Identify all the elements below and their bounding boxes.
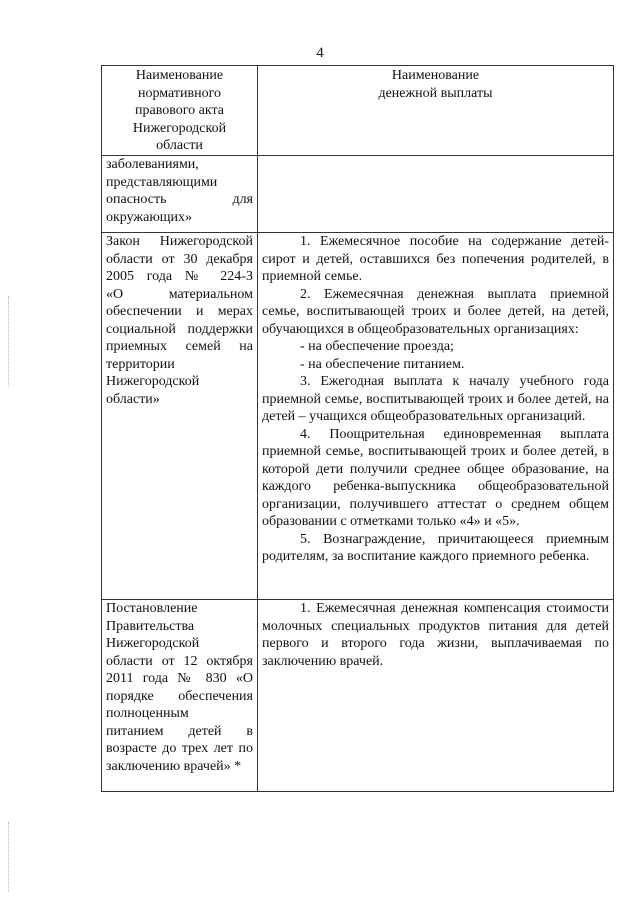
- legal-act-line: представляющими: [106, 174, 218, 190]
- header-right-line: Наименование: [391, 68, 480, 83]
- legal-act-cell: [102, 233, 258, 600]
- legal-act-line: области от 30 декабря: [106, 251, 253, 267]
- legal-act-line: Нижегородской: [106, 374, 200, 389]
- header-right-line: денежной выплаты: [378, 85, 493, 101]
- table-row: [102, 233, 614, 600]
- legal-act-cell: [102, 156, 258, 233]
- legal-act-line: области от 12 октября: [106, 653, 253, 669]
- header-legal-act: [102, 66, 258, 156]
- legal-act-line: «О материальном: [106, 286, 253, 302]
- legal-act-line: области»: [106, 391, 160, 407]
- legal-act-line: социальной поддержки: [106, 321, 253, 337]
- payment-paragraph: 4. Поощрительная единовременная выплата приемной семье, воспитывающей троих и более детей, в которой дети получили среднее общее образование, на каждого ребенка-выпускника общеобразовательной организации, получившего аттестат о среднем общем образовании с отметками только «4» и «5».: [262, 426, 609, 529]
- legal-act-line: питанием детей в: [106, 723, 253, 739]
- header-payment-name: [258, 66, 614, 156]
- legal-act-line: полноценным: [106, 706, 189, 721]
- legal-act-line: заболеваниями,: [106, 157, 199, 172]
- payment-cell: [258, 156, 614, 233]
- payment-cell: [258, 600, 614, 792]
- scan-margin-mark: [8, 296, 11, 386]
- legal-act-cell: [102, 600, 258, 792]
- header-left-line: Нижегородской: [132, 120, 227, 136]
- legal-act-line: Правительства: [106, 618, 195, 634]
- payment-paragraph: 1. Ежемесячное пособие на содержание детей-сирот и детей, оставшихся без попечения родителей, в приемной семье.: [262, 234, 609, 284]
- legal-act-line: 2005 года № 224-З: [106, 269, 253, 284]
- legal-act-line: порядке обеспечения: [106, 688, 253, 704]
- legal-act-line: заключению врачей» *: [106, 758, 242, 774]
- legal-act-line: обеспечении и мерах: [106, 304, 253, 319]
- table-header-row: [102, 66, 614, 156]
- legal-act-line: опасность для: [106, 192, 253, 207]
- scan-margin-mark: [8, 822, 11, 892]
- header-left-line: правового акта: [135, 103, 224, 118]
- payment-subitem: - на обеспечение проезда;: [300, 339, 454, 354]
- header-left-line: нормативного: [137, 85, 221, 101]
- legal-act-line: Постановление: [106, 601, 198, 616]
- header-left-line: Наименование: [135, 68, 224, 83]
- payment-paragraph: 2. Ежемесячная денежная выплата приемной семье, воспитывающей троих и более детей, на детей, обучающихся в общеобразовательных организациях:: [262, 286, 609, 337]
- legal-act-line: 2011 года № 830 «О: [106, 671, 253, 686]
- table-row: [102, 600, 614, 792]
- payment-paragraph: 3. Ежегодная выплата к началу учебного года приемной семье, воспитывающей троих и более детей, на детей – учащихся общеобразовательных организаций.: [262, 374, 609, 424]
- page-number: 4: [316, 45, 324, 61]
- legal-act-line: территории: [106, 356, 175, 372]
- payment-cell: [258, 233, 614, 600]
- header-left-line: области: [156, 138, 203, 153]
- payment-paragraph: 5. Вознаграждение, причитающееся приемным родителям, за воспитание каждого приемного ребенка.: [262, 531, 609, 564]
- payment-paragraph: 1. Ежемесячная денежная компенсация стоимости молочных специальных продуктов питания для детей первого и второго года жизни, выплачиваемая по заключению врачей.: [262, 601, 609, 669]
- legal-act-line: Закон Нижегородской: [106, 234, 253, 249]
- payment-subitem: - на обеспечение питанием.: [300, 356, 465, 372]
- legal-act-line: возрасте до трех лет по: [106, 741, 253, 756]
- legal-act-line: приемных семей на: [106, 339, 253, 354]
- legal-act-line: Нижегородской: [106, 636, 200, 651]
- table-row: [102, 156, 614, 233]
- benefits-table: [101, 65, 614, 792]
- legal-act-line: окружающих»: [106, 209, 193, 225]
